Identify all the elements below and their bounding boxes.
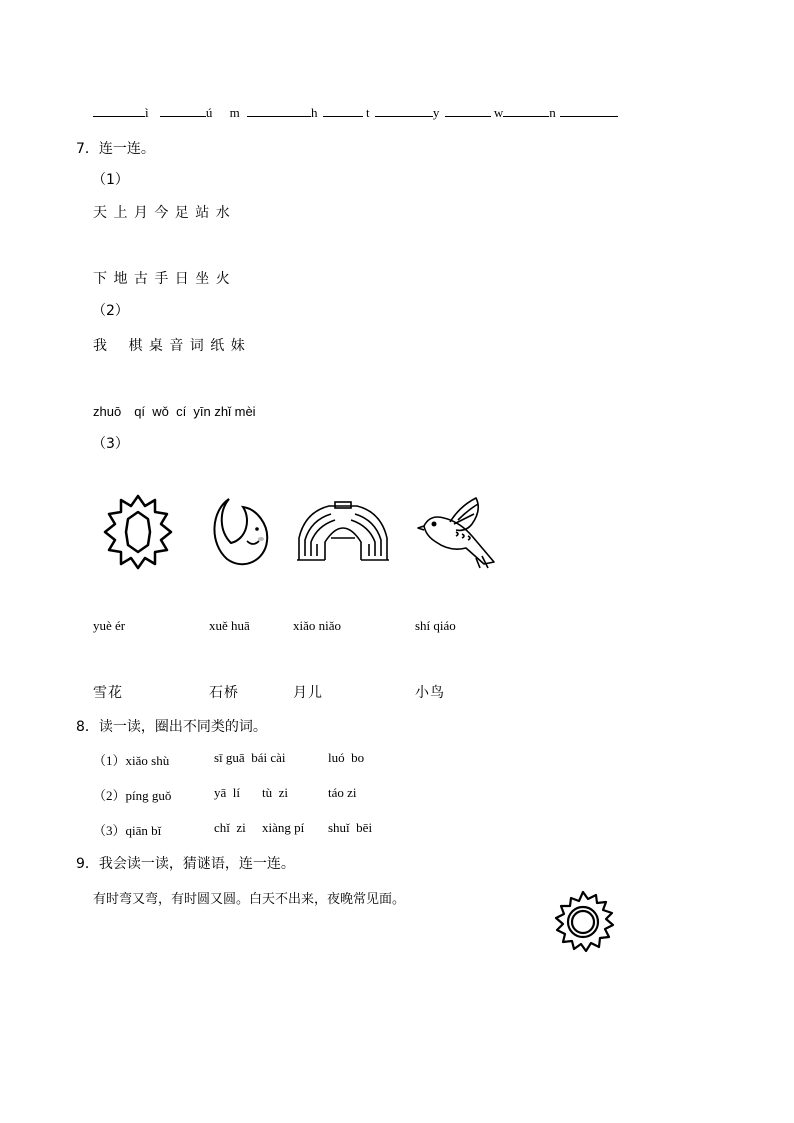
sun-icon <box>550 890 616 954</box>
snowflake-icon <box>93 492 183 572</box>
answer-blank[interactable] <box>247 104 311 117</box>
letter: ú <box>205 105 213 120</box>
letter: y <box>432 105 440 120</box>
q8-row-2-c[interactable]: tù zi <box>262 785 288 800</box>
answer-blank[interactable] <box>445 104 491 117</box>
word-label: 石桥 <box>209 685 239 701</box>
question-7-title: 7．连一连。 <box>76 141 155 157</box>
letter: w <box>493 105 504 120</box>
part-2-label: （2） <box>92 303 129 319</box>
answer-blank[interactable] <box>503 104 549 117</box>
word-label: 月儿 <box>293 685 323 701</box>
q8-row-2-d[interactable]: táo zi <box>328 785 357 800</box>
word-label: 雪花 <box>93 685 123 701</box>
pinyin-label: xiǎo niǎo <box>293 618 342 633</box>
question-8-title: 8．读一读，圈出不同类的词。 <box>76 719 267 735</box>
q8-row-2-label: （2）píng guǒ <box>93 788 172 803</box>
letter: t <box>366 105 370 120</box>
q8-row-1-label: （1）xiǎo shù <box>93 753 170 768</box>
q8-row-1-c[interactable]: luó bo <box>328 750 365 765</box>
letter: ì <box>145 105 149 120</box>
answer-blank[interactable] <box>93 104 145 117</box>
part-2-row-2: zhuō qí wǒ cí yīn zhǐ mèi <box>93 404 256 419</box>
bird-icon <box>416 496 500 572</box>
pinyin-blank-row <box>93 104 618 121</box>
answer-blank[interactable] <box>560 104 618 117</box>
pinyin-label: shí qiáo <box>415 618 456 633</box>
letter: m <box>229 105 240 120</box>
q8-row-3-d[interactable]: shuǐ bēi <box>328 820 373 835</box>
riddle-text: 有时弯又弯，有时圆又圆。白天不出来，夜晚常见面。 <box>93 892 406 907</box>
word-label: 小鸟 <box>415 685 445 701</box>
bridge-icon <box>295 498 391 564</box>
part-1-row-2: 下 地 古 手 日 坐 火 <box>93 271 231 287</box>
part-1-row-1: 天 上 月 今 足 站 水 <box>93 205 231 221</box>
part-1-label: （1） <box>92 172 129 188</box>
q8-row-3-label: （3）qiān bǐ <box>93 823 162 838</box>
q8-row-2-b[interactable]: yā lí <box>214 785 240 800</box>
letter: h <box>311 105 318 120</box>
letter: n <box>549 105 556 120</box>
q8-row-1-b[interactable]: sī guā bái cài <box>214 750 286 765</box>
part-3-label: （3） <box>92 436 129 452</box>
answer-blank[interactable] <box>323 104 363 117</box>
moon-icon <box>207 495 271 567</box>
question-9-title: 9．我会读一读，猜谜语，连一连。 <box>76 856 295 872</box>
part-2-row-1: 我 棋 桌 音 词 纸 妹 <box>93 338 246 354</box>
q8-row-3-c[interactable]: xiàng pí <box>262 820 305 835</box>
answer-blank[interactable] <box>375 104 433 117</box>
pinyin-label: yuè ér <box>93 618 126 633</box>
pinyin-label: xuě huā <box>209 618 250 633</box>
answer-blank[interactable] <box>160 104 206 117</box>
q8-row-3-b[interactable]: chǐ zi <box>214 820 246 835</box>
